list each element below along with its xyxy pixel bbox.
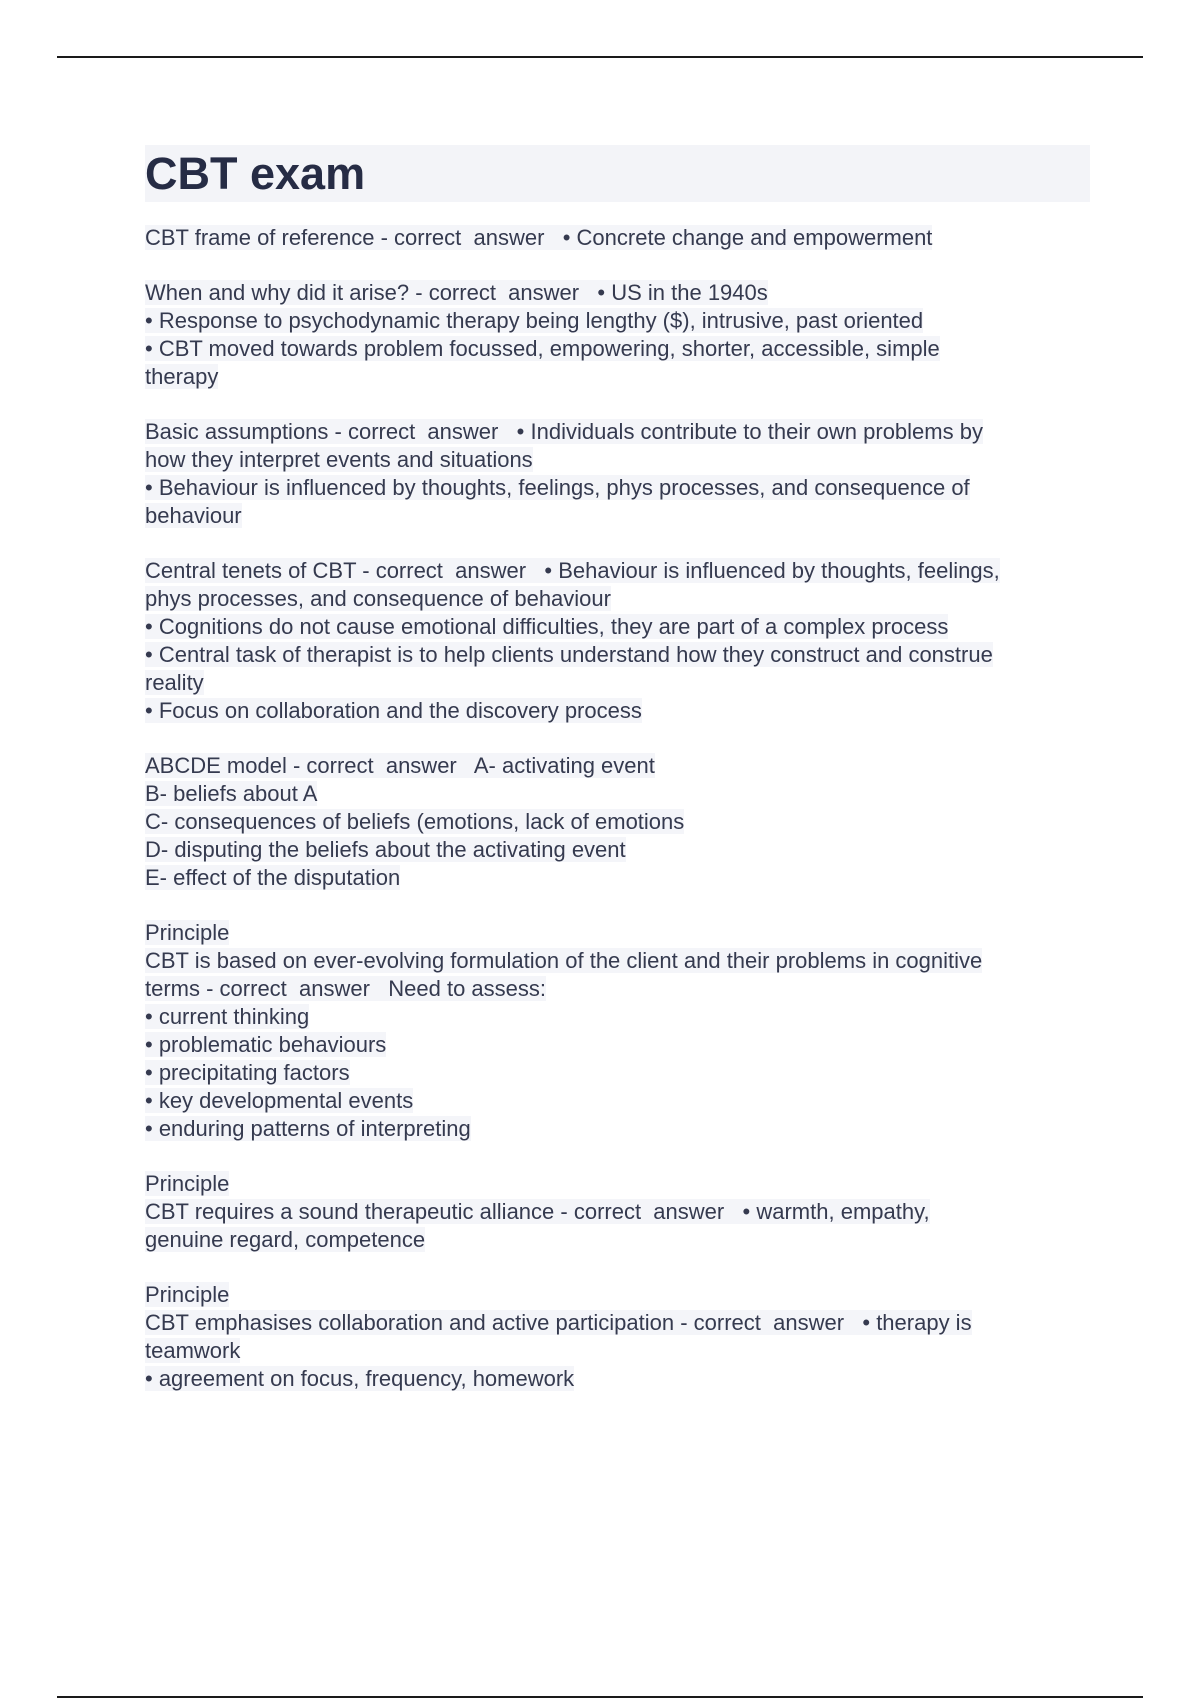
qa-line: CBT is based on ever-evolving formulation of the client and their problems in cognitive <box>145 948 983 973</box>
qa-line: terms - correct answer Need to assess: <box>145 976 547 1001</box>
qa-line: D- disputing the beliefs about the activating event <box>145 837 626 862</box>
qa-line: • agreement on focus, frequency, homework <box>145 1366 575 1391</box>
qa-line: behaviour <box>145 503 242 528</box>
qa-line: Basic assumptions - correct answer • Individuals contribute to their own problems by <box>145 419 983 444</box>
qa-line: Principle <box>145 920 230 945</box>
qa-line: Central tenets of CBT - correct answer • Behaviour is influenced by thoughts, feelings, <box>145 558 1000 583</box>
qa-line: • Cognitions do not cause emotional difficulties, they are part of a complex process <box>145 614 949 639</box>
qa-line: • problematic behaviours <box>145 1032 387 1057</box>
qa-item <box>145 418 1090 530</box>
qa-line: CBT frame of reference - correct answer • Concrete change and empowerment <box>145 225 933 250</box>
document-body <box>145 145 1090 1420</box>
qa-line: • CBT moved towards problem focussed, empowering, shorter, accessible, simple <box>145 336 940 361</box>
page-title: CBT exam <box>145 148 366 199</box>
qa-line: • enduring patterns of interpreting <box>145 1116 471 1141</box>
qa-item <box>145 557 1090 725</box>
qa-line: E- effect of the disputation <box>145 865 401 890</box>
qa-line: • Central task of therapist is to help clients understand how they construct and construe <box>145 642 993 667</box>
qa-item <box>145 1170 1090 1254</box>
qa-line: CBT requires a sound therapeutic alliance - correct answer • warmth, empathy, <box>145 1199 930 1224</box>
qa-line: phys processes, and consequence of behaviour <box>145 586 611 611</box>
qa-line: • Behaviour is influenced by thoughts, feelings, phys processes, and consequence of <box>145 475 970 500</box>
top-rule <box>57 56 1143 58</box>
qa-line: how they interpret events and situations <box>145 447 533 472</box>
qa-line: C- consequences of beliefs (emotions, lack of emotions <box>145 809 685 834</box>
qa-item <box>145 224 1090 252</box>
qa-item <box>145 1281 1090 1393</box>
qa-item <box>145 752 1090 892</box>
qa-line: • precipitating factors <box>145 1060 350 1085</box>
qa-line: Principle <box>145 1171 230 1196</box>
qa-line: CBT emphasises collaboration and active participation - correct answer • therapy is <box>145 1310 972 1335</box>
qa-line: When and why did it arise? - correct answer • US in the 1940s <box>145 280 768 305</box>
qa-line: • current thinking <box>145 1004 310 1029</box>
qa-line: ABCDE model - correct answer A- activating event <box>145 753 655 778</box>
qa-line: genuine regard, competence <box>145 1227 426 1252</box>
qa-line: B- beliefs about A <box>145 781 318 806</box>
qa-line: teamwork <box>145 1338 241 1363</box>
qa-line: • key developmental events <box>145 1088 414 1113</box>
qa-line: • Focus on collaboration and the discovery process <box>145 698 642 723</box>
qa-line: reality <box>145 670 204 695</box>
qa-line: • Response to psychodynamic therapy being lengthy ($), intrusive, past oriented <box>145 308 924 333</box>
bottom-rule <box>57 1696 1143 1698</box>
title-band <box>145 145 1090 202</box>
qa-line: therapy <box>145 364 219 389</box>
qa-item <box>145 279 1090 391</box>
qa-list <box>145 224 1090 1393</box>
qa-line: Principle <box>145 1282 230 1307</box>
qa-item <box>145 919 1090 1143</box>
